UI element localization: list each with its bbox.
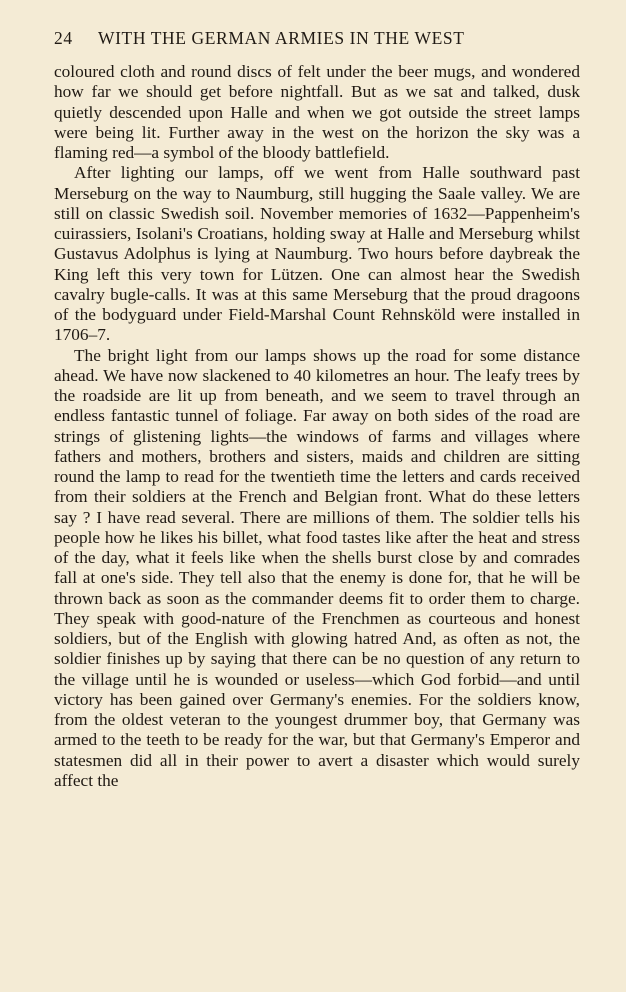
running-title: WITH THE GERMAN ARMIES IN THE WEST (98, 28, 465, 48)
paragraph-lamps: The bright light from our lamps shows up the road for some distance ahead. We have now slackened to 40 kilometres an hour. The leafy trees by the roadside are lit up from beneath, and we seem to travel through an endless fantastic tunnel of foliage. Far away on both sides of the road are strings of glistening lights—the windows of farms and villages where fathers and mothers, brothers and sisters, maids and children are sitting round the lamp to read for the twentieth time the letters and cards received from their soldiers at the French and Belgian front. What do these letters say ? I have read several. There are millions of them. The soldier tells his people how he likes his billet, what food tastes like after the heat and stress of the day, what it feels like when the shells burst close by and comrades fall at one's side. They tell also that the enemy is done for, that he will be thrown back as soon as the commander deems fit to order them to charge. They speak with good-nature of the Frenchmen as courteous and honest soldiers, but of the English with glowing hatred And, as often as not, the soldier finishes up by saying that there can be no question of any return to the village until he is wounded or useless—which God forbid—and until victory has been gained over Germany's enemies. For the soldiers know, from the oldest veteran to the youngest drummer boy, that Germany was armed to the teeth to be ready for the war, but that Germany's Emperor and statesmen did all in their power to avert a disaster which would surely affect the (54, 345, 580, 790)
paragraph-merseburg: After lighting our lamps, off we went from Halle southward past Merseburg on the way to Naumburg, still hugging the Saale valley. We are still on classic Swedish soil. November memories of 1632—Pappenheim's cuirassiers, Isolani's Croatians, holding sway at Halle and Merseburg whilst Gustavus Adolphus is lying at Naumburg. Two hours before daybreak the King left this very town for Lützen. One can almost hear the Swedish cavalry bugle-calls. It was at this same Merseburg that the proud dragoons of the bodyguard under Field-Marshal Count Rehnsköld were installed in 1706–7. (54, 163, 580, 345)
paragraph-continued: coloured cloth and round discs of felt under the beer mugs, and wondered how far we should get before nightfall. But as we sat and talked, dusk quietly descended upon Halle and when we got outside the street lamps were being lit. Further away in the west on the horizon the sky was a flaming red—a symbol of the bloody battlefield. (54, 62, 580, 162)
running-head (54, 28, 580, 50)
page-number: 24 (54, 28, 73, 48)
body-text (54, 62, 580, 791)
